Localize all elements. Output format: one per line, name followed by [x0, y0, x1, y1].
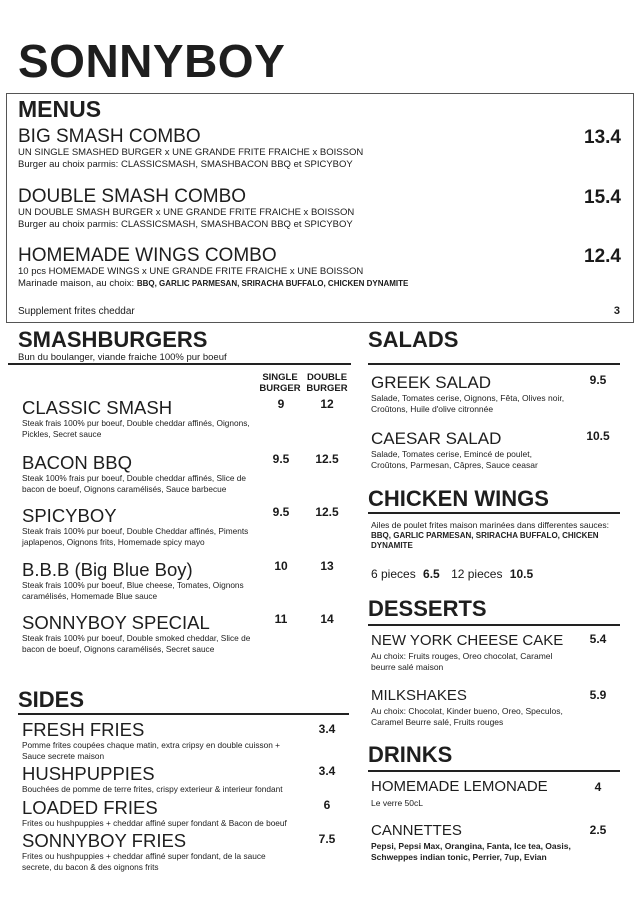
salad-price: 10.5: [586, 429, 610, 443]
dessert-desc: Au choix: Chocolat, Kinder bueno, Oreo, Speculos, Caramel Beurre salé, Fruits rouges: [371, 706, 563, 728]
col-double-header: DOUBLE BURGER: [306, 372, 348, 394]
combo-price: 13.4: [584, 127, 621, 148]
drink-price: 4: [594, 780, 602, 794]
wings-option-label: 6 pieces: [371, 567, 416, 581]
supplement-label: Supplement frites cheddar: [18, 306, 135, 317]
burger-desc: Steak 100% frais pur boeuf, Double cheddar affinés, Slice de bacon de boeuf, Oignons caramélisés, Sauce barbecue: [22, 473, 247, 494]
side-price: 7.5: [318, 832, 336, 846]
side-price: 3.4: [318, 764, 336, 778]
burger-double-price: 13: [320, 559, 334, 573]
burger-name: BACON BBQ: [22, 452, 132, 473]
combo-price: 12.4: [584, 246, 621, 267]
combo-name: BIG SMASH COMBO: [18, 126, 201, 147]
combo-desc-line: Burger au choix parmis: CLASSICSMASH, SMASHBACON BBQ et SPICYBOY: [18, 158, 353, 170]
dessert-name: MILKSHAKES: [371, 687, 467, 704]
burger-name: B.B.B (Big Blue Boy): [22, 559, 193, 580]
burger-double-price: 12.5: [315, 505, 339, 519]
menus-heading: MENUS: [18, 96, 102, 122]
combo-desc-line: Burger au choix parmis: CLASSICSMASH, SMASHBACON BBQ et SPICYBOY: [18, 218, 353, 230]
dessert-price: 5.9: [589, 688, 607, 702]
smashburgers-heading: SMASHBURGERS: [18, 327, 208, 352]
drink-name: CANNETTES: [371, 822, 462, 839]
burger-desc: Steak frais 100% pur boeuf, Blue cheese, Tomates, Oignons caramélisés, Homemade Blue sauce: [22, 580, 244, 601]
salad-name: CAESAR SALAD: [371, 429, 502, 448]
divider: [368, 770, 620, 772]
col-single-header: SINGLE BURGER: [259, 372, 301, 394]
brand-title: SONNYBOY: [18, 35, 286, 87]
side-desc: Pomme frites coupées chaque matin, extra cripsy en double cuisson + Sauce secrete maison: [22, 740, 281, 761]
combo-name: HOMEMADE WINGS COMBO: [18, 245, 277, 266]
wings-desc: [371, 520, 616, 552]
combo-price: 15.4: [584, 187, 621, 208]
wings-option-price: 10.5: [509, 567, 534, 581]
burger-name: SONNYBOY SPECIAL: [22, 612, 210, 633]
smashburgers-subtitle: Bun du boulanger, viande fraiche 100% pur boeuf: [18, 352, 227, 363]
dessert-name: NEW YORK CHEESE CAKE: [371, 632, 564, 649]
drink-desc: Pepsi, Pepsi Max, Orangina, Fanta, Ice tea, Oasis, Schweppes indian tonic, Perrier, 7up, Evian: [371, 841, 571, 863]
side-price: 6: [323, 798, 331, 812]
side-name: LOADED FRIES: [22, 797, 158, 818]
supplement-price: 3: [613, 305, 620, 317]
burger-single-price: 9.5: [272, 452, 290, 466]
wings-sauces: BBQ, GARLIC PARMESAN, SRIRACHA BUFFALO, CHICKEN DYNAMITE: [371, 531, 599, 551]
burger-single-price: 9.5: [272, 505, 290, 519]
combo-desc: [18, 147, 363, 171]
burger-desc: Steak frais 100% pur boeuf, Double cheddar affinés, Oignons, Pickles, Secret sauce: [22, 418, 250, 439]
side-desc: Bouchées de pomme de terre frites, crispy exterieur & interieur fondant: [22, 784, 283, 794]
side-name: FRESH FRIES: [22, 719, 145, 740]
burger-double-price: 12: [320, 397, 334, 411]
divider: [368, 512, 620, 514]
divider: [18, 713, 349, 715]
burger-single-price: 11: [274, 612, 288, 626]
wings-options: [371, 567, 533, 581]
drink-name: HOMEMADE LEMONADE: [371, 778, 548, 795]
dessert-price: 5.4: [589, 632, 607, 646]
drink-desc: Le verre 50cL: [371, 798, 423, 808]
salads-heading: SALADS: [368, 327, 459, 352]
combo-desc-text: Marinade maison, au choix:: [18, 277, 137, 289]
side-desc: Frites ou hushpuppies + cheddar affiné super fondant, de la sauce secrete, du bacon & des oignons frits: [22, 851, 266, 872]
divider: [368, 624, 620, 626]
combo-name: DOUBLE SMASH COMBO: [18, 186, 247, 207]
burger-single-price: 10: [274, 559, 288, 573]
side-name: SONNYBOY FRIES: [22, 830, 187, 851]
burger-name: SPICYBOY: [22, 505, 117, 526]
wings-heading: CHICKEN WINGS: [368, 486, 549, 511]
combo-desc: [18, 266, 408, 290]
side-desc: Frites ou hushpuppies + cheddar affiné super fondant & Bacon de boeuf: [22, 818, 287, 828]
side-price: 3.4: [318, 722, 336, 736]
wings-option-price: 6.5: [423, 567, 440, 581]
combo-desc: [18, 207, 354, 231]
drinks-heading: DRINKS: [368, 742, 453, 767]
combo-desc-bold: BBQ, GARLIC PARMESAN, SRIRACHA BUFFALO, CHICKEN DYNAMITE: [136, 278, 409, 288]
dessert-desc: Au choix: Fruits rouges, Oreo chocolat, Caramel beurre salé maison: [371, 651, 553, 673]
combo-desc-line: UN DOUBLE SMASH BURGER x UNE GRANDE FRITE FRAICHE x BOISSON: [18, 207, 355, 218]
wings-desc-text: Ailes de poulet frites maison marinées dans differentes sauces:: [371, 520, 609, 530]
salad-desc: Salade, Tomates cerise, Emincé de poulet, Croûtons, Parmesan, Câpres, Sauce ceasar: [371, 449, 538, 471]
side-name: HUSHPUPPIES: [22, 763, 155, 784]
divider: [368, 363, 620, 365]
burger-desc: Steak frais 100% pur boeuf, Double Cheddar affinés, Piments japlapenos, Oignons frits, Homemade spicy mayo: [22, 526, 249, 547]
combo-desc-line: 10 pcs HOMEMADE WINGS x UNE GRANDE FRITE FRAICHE x UNE BOISSON: [18, 266, 364, 277]
divider: [8, 363, 351, 365]
burger-double-price: 14: [320, 612, 334, 626]
desserts-heading: DESSERTS: [368, 596, 487, 621]
burger-double-price: 12.5: [315, 452, 339, 466]
wings-option-label: 12 pieces: [451, 567, 503, 581]
burger-single-price: 9: [277, 397, 285, 411]
salad-name: GREEK SALAD: [371, 373, 491, 392]
combo-desc-line: UN SINGLE SMASHED BURGER x UNE GRANDE FRITE FRAICHE x BOISSON: [18, 147, 364, 158]
burger-name: CLASSIC SMASH: [22, 397, 173, 418]
salad-price: 9.5: [589, 373, 607, 387]
sides-heading: SIDES: [18, 687, 85, 712]
salad-desc: Salade, Tomates cerise, Oignons, Fêta, Olives noir, Croûtons, Huile d'olive citronnée: [371, 393, 565, 415]
burger-desc: Steak frais 100% pur boeuf, Double smoked cheddar, Slice de bacon de boeuf, Oignons caramélisés, Secret sauce: [22, 633, 251, 654]
combo-desc-line: [18, 278, 408, 290]
drink-price: 2.5: [589, 823, 607, 837]
